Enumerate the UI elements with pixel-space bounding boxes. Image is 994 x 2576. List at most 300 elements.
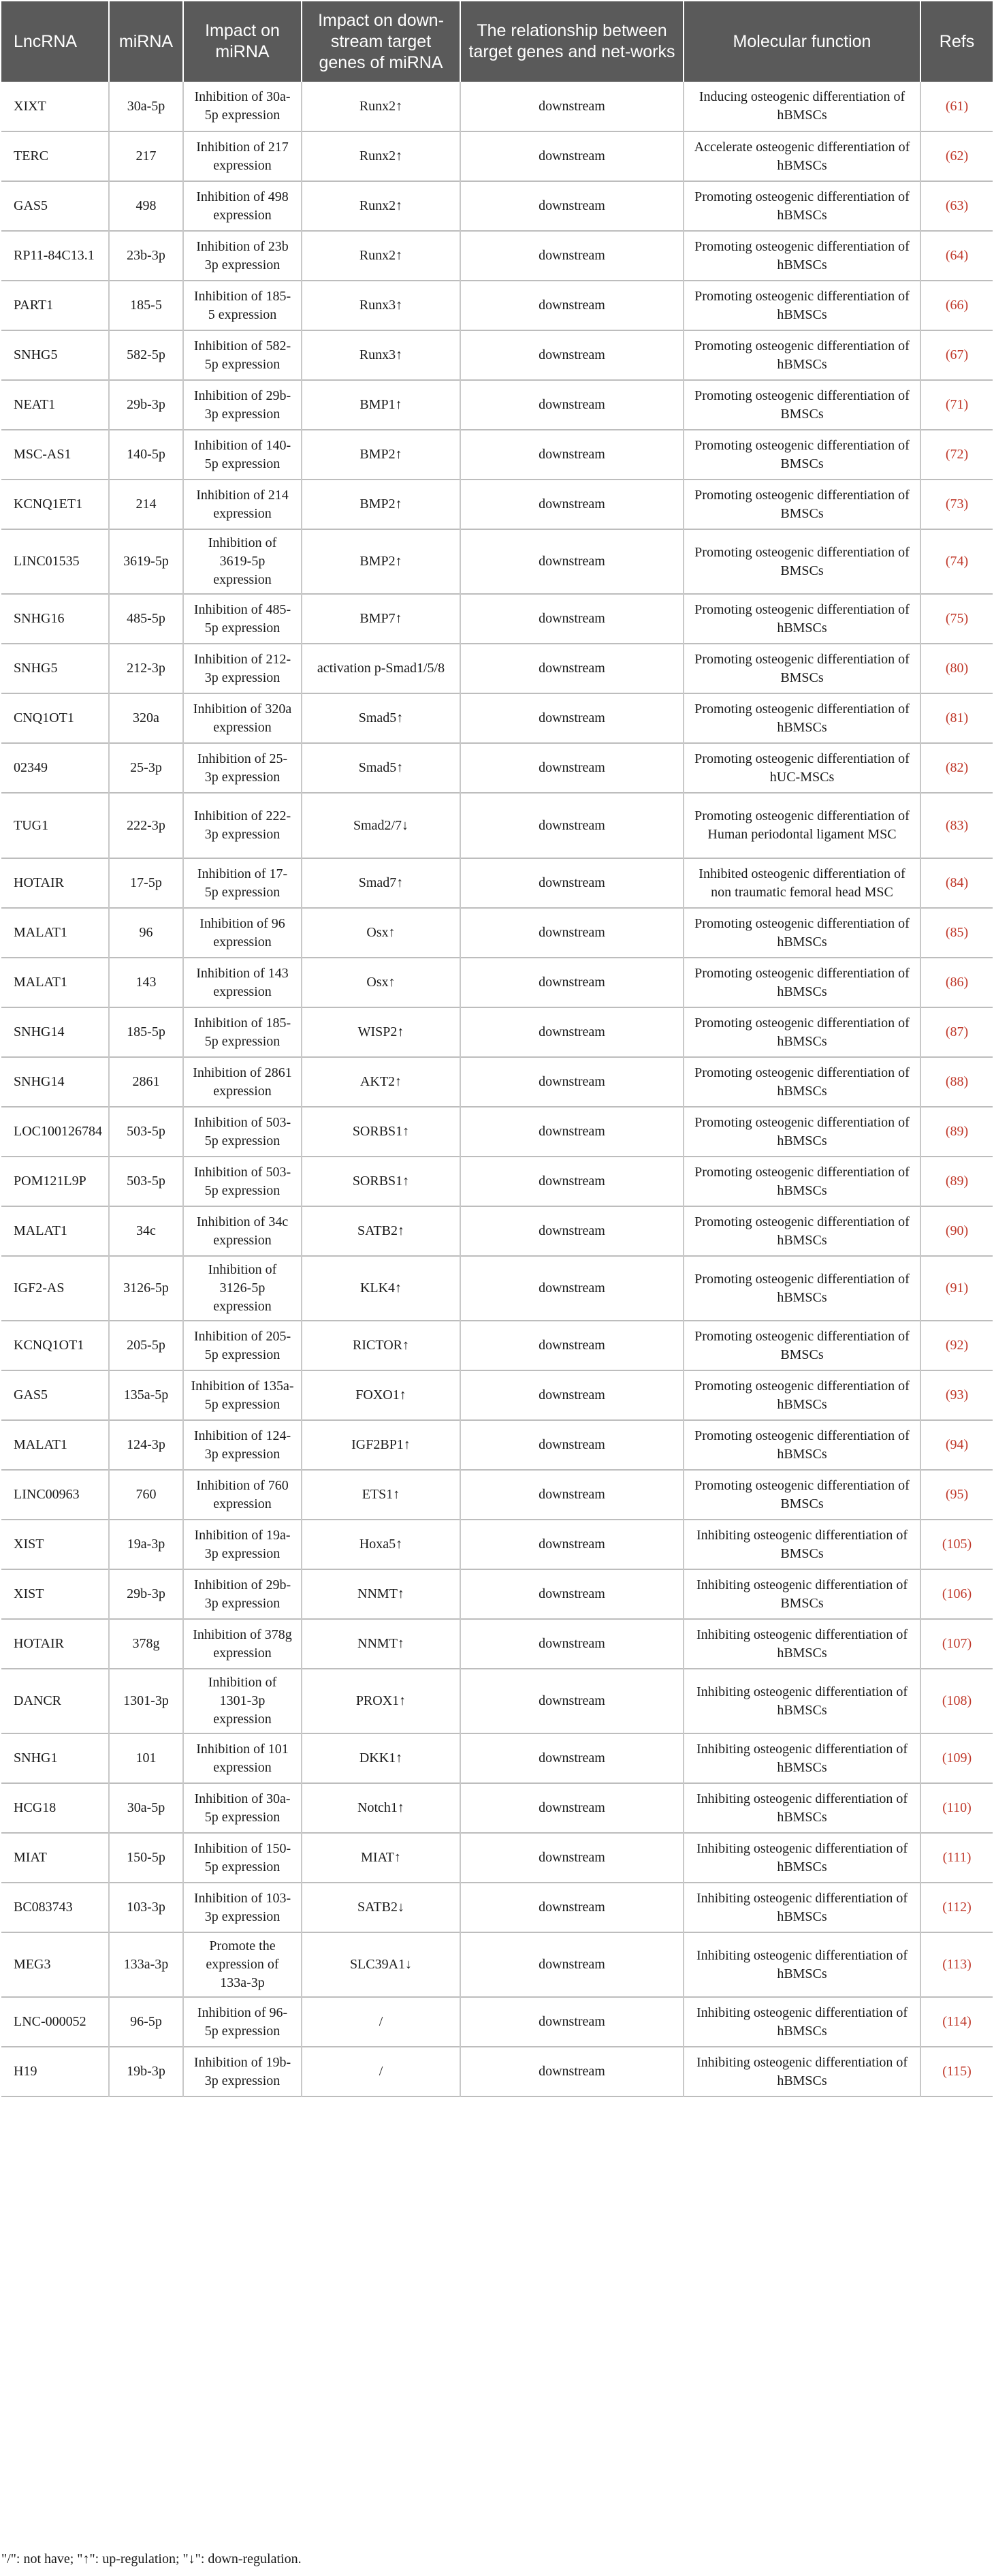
cell-target-genes: Osx↑ — [302, 958, 460, 1007]
table-row — [1, 1321, 993, 1370]
cell-molecular-function: Inhibiting osteogenic differentiation of hBMSCs — [684, 1932, 920, 1997]
cell-target-genes: BMP1↑ — [302, 380, 460, 430]
table-row — [1, 1669, 993, 1733]
cell-target-genes: Smad5↑ — [302, 743, 460, 793]
table-row — [1, 743, 993, 793]
cell-ref-link[interactable]: (114) — [920, 1997, 993, 2047]
cell-impact-on-mirna: Inhibition of 3619-5p expression — [183, 529, 302, 594]
cell-lncrna: XIXT — [14, 98, 46, 114]
cell-mirna: 185-5p — [109, 1007, 183, 1057]
cell-ref-link[interactable]: (61) — [920, 82, 993, 131]
cell-lncrna: CNQ1OT1 — [14, 710, 74, 725]
cell-mirna: 133a-3p — [109, 1932, 183, 1997]
cell-impact-on-mirna: Inhibition of 29b-3p expression — [183, 1569, 302, 1619]
cell-molecular-function: Inhibiting osteogenic differentiation of BMSCs — [684, 1569, 920, 1619]
cell-relationship: downstream — [460, 131, 684, 181]
cell-molecular-function: Promoting osteogenic differentiation of hBMSCs — [684, 181, 920, 231]
cell-molecular-function: Inhibiting osteogenic differentiation of hBMSCs — [684, 1783, 920, 1833]
cell-lncrna: POM121L9P — [14, 1174, 86, 1189]
cell-molecular-function: Inhibiting osteogenic differentiation of hBMSCs — [684, 1883, 920, 1932]
cell-ref-link[interactable]: (71) — [920, 380, 993, 430]
cell-relationship: downstream — [460, 1256, 684, 1321]
cell-relationship: downstream — [460, 793, 684, 858]
cell-impact-on-mirna: Inhibition of 103-3p expression — [183, 1883, 302, 1932]
cell-target-genes: SORBS1↑ — [302, 1157, 460, 1206]
cell-target-genes: BMP2↑ — [302, 480, 460, 529]
cell-ref-link[interactable]: (67) — [920, 330, 993, 380]
cell-molecular-function: Promoting osteogenic differentiation of hBMSCs — [684, 1057, 920, 1107]
cell-molecular-function: Promoting osteogenic differentiation of hBMSCs — [684, 908, 920, 958]
cell-impact-on-mirna: Inhibition of 1301-3p expression — [183, 1669, 302, 1733]
cell-lncrna: LOC100126784 — [14, 1124, 102, 1139]
header-impact-on-mirna: Impact on miRNA — [183, 1, 302, 82]
cell-lncrna: HOTAIR — [14, 1636, 64, 1651]
cell-relationship: downstream — [460, 1420, 684, 1470]
cell-lncrna: HCG18 — [14, 1800, 57, 1815]
cell-molecular-function: Promoting osteogenic differentiation of hBMSCs — [684, 1256, 920, 1321]
cell-target-genes: Runx2↑ — [302, 82, 460, 131]
cell-relationship: downstream — [460, 1520, 684, 1569]
cell-lncrna: MALAT1 — [14, 1437, 67, 1452]
cell-lncrna: KCNQ1ET1 — [14, 497, 83, 512]
cell-ref-link[interactable]: (95) — [920, 1470, 993, 1520]
cell-impact-on-mirna: Inhibition of 2861 expression — [183, 1057, 302, 1107]
cell-lncrna: DANCR — [14, 1693, 62, 1708]
cell-target-genes: SORBS1↑ — [302, 1107, 460, 1157]
cell-ref-link[interactable]: (89) — [920, 1107, 993, 1157]
cell-impact-on-mirna: Inhibition of 214 expression — [183, 480, 302, 529]
cell-impact-on-mirna: Inhibition of 19b-3p expression — [183, 2047, 302, 2096]
cell-target-genes: FOXO1↑ — [302, 1370, 460, 1420]
cell-lncrna: MALAT1 — [14, 975, 67, 990]
cell-ref-link[interactable]: (106) — [920, 1569, 993, 1619]
cell-mirna: 582-5p — [109, 330, 183, 380]
cell-impact-on-mirna: Inhibition of 30a-5p expression — [183, 82, 302, 131]
table-row — [1, 1107, 993, 1157]
table-row — [1, 1883, 993, 1932]
table-row — [1, 1569, 993, 1619]
cell-impact-on-mirna: Inhibition of 217 expression — [183, 131, 302, 181]
cell-molecular-function: Promoting osteogenic differentiation of hBMSCs — [684, 1007, 920, 1057]
cell-lncrna: MIAT — [14, 1850, 47, 1865]
cell-lncrna: HOTAIR — [14, 875, 64, 890]
cell-impact-on-mirna: Inhibition of 34c expression — [183, 1206, 302, 1256]
cell-ref-link[interactable]: (112) — [920, 1883, 993, 1932]
table-row — [1, 1256, 993, 1321]
cell-target-genes: Notch1↑ — [302, 1783, 460, 1833]
cell-target-genes: NNMT↑ — [302, 1619, 460, 1669]
cell-target-genes: MIAT↑ — [302, 1833, 460, 1883]
table-row — [1, 480, 993, 529]
cell-molecular-function: Promoting osteogenic differentiation of BMSCs — [684, 1321, 920, 1370]
cell-ref-link[interactable]: (87) — [920, 1007, 993, 1057]
cell-impact-on-mirna: Inhibition of 135a-5p expression — [183, 1370, 302, 1420]
cell-impact-on-mirna: Inhibition of 503-5p expression — [183, 1157, 302, 1206]
cell-lncrna: SNHG14 — [14, 1074, 65, 1089]
table-row — [1, 1007, 993, 1057]
cell-mirna: 34c — [109, 1206, 183, 1256]
cell-mirna: 485-5p — [109, 594, 183, 644]
cell-ref-link[interactable]: (93) — [920, 1370, 993, 1420]
cell-molecular-function: Inhibiting osteogenic differentiation of hBMSCs — [684, 1669, 920, 1733]
cell-ref-link[interactable]: (80) — [920, 644, 993, 693]
table-row — [1, 858, 993, 908]
lncrna-table — [1, 1, 993, 2097]
cell-impact-on-mirna: Inhibition of 140-5p expression — [183, 430, 302, 480]
table-row — [1, 82, 993, 131]
cell-mirna: 378g — [109, 1619, 183, 1669]
table-row — [1, 181, 993, 231]
cell-target-genes: DKK1↑ — [302, 1733, 460, 1783]
cell-molecular-function: Promoting osteogenic differentiation of BMSCs — [684, 430, 920, 480]
cell-relationship: downstream — [460, 644, 684, 693]
cell-impact-on-mirna: Inhibition of 17-5p expression — [183, 858, 302, 908]
cell-impact-on-mirna: Inhibition of 124-3p expression — [183, 1420, 302, 1470]
cell-target-genes: Runx2↑ — [302, 231, 460, 281]
table-row — [1, 330, 993, 380]
cell-relationship: downstream — [460, 1997, 684, 2047]
cell-ref-link[interactable]: (74) — [920, 529, 993, 594]
cell-mirna: 150-5p — [109, 1833, 183, 1883]
cell-lncrna: 02349 — [14, 760, 48, 775]
cell-relationship: downstream — [460, 231, 684, 281]
table-row — [1, 281, 993, 330]
cell-mirna: 140-5p — [109, 430, 183, 480]
table-row — [1, 1520, 993, 1569]
cell-ref-link[interactable]: (81) — [920, 693, 993, 743]
cell-target-genes: Runx2↑ — [302, 131, 460, 181]
cell-molecular-function: Promoting osteogenic differentiation of hBMSCs — [684, 330, 920, 380]
cell-target-genes: AKT2↑ — [302, 1057, 460, 1107]
table-row — [1, 1997, 993, 2047]
cell-impact-on-mirna: Inhibition of 185-5p expression — [183, 1007, 302, 1057]
cell-ref-link[interactable]: (105) — [920, 1520, 993, 1569]
cell-relationship: downstream — [460, 1569, 684, 1619]
cell-target-genes: Osx↑ — [302, 908, 460, 958]
cell-mirna: 124-3p — [109, 1420, 183, 1470]
cell-target-genes: Runx3↑ — [302, 330, 460, 380]
cell-mirna: 2861 — [109, 1057, 183, 1107]
header-impact-on-targets: Impact on down-stream target genes of miRNA — [302, 1, 460, 82]
cell-impact-on-mirna: Inhibition of 23b 3p expression — [183, 231, 302, 281]
cell-molecular-function: Promoting osteogenic differentiation of hBMSCs — [684, 1370, 920, 1420]
table-row — [1, 231, 993, 281]
cell-mirna: 25-3p — [109, 743, 183, 793]
cell-mirna: 503-5p — [109, 1107, 183, 1157]
cell-lncrna: BC083743 — [14, 1900, 73, 1915]
cell-relationship: downstream — [460, 1157, 684, 1206]
cell-target-genes: SATB2↓ — [302, 1883, 460, 1932]
cell-ref-link[interactable]: (108) — [920, 1669, 993, 1733]
cell-relationship: downstream — [460, 1783, 684, 1833]
cell-molecular-function: Promoting osteogenic differentiation of hBMSCs — [684, 958, 920, 1007]
cell-mirna: 29b-3p — [109, 1569, 183, 1619]
cell-relationship: downstream — [460, 330, 684, 380]
cell-ref-link[interactable]: (109) — [920, 1733, 993, 1783]
cell-ref-link[interactable]: (88) — [920, 1057, 993, 1107]
cell-relationship: downstream — [460, 2047, 684, 2096]
cell-mirna: 96-5p — [109, 1997, 183, 2047]
cell-molecular-function: Promoting osteogenic differentiation of hUC-MSCs — [684, 743, 920, 793]
cell-target-genes: PROX1↑ — [302, 1669, 460, 1733]
cell-lncrna: SNHG14 — [14, 1024, 65, 1039]
cell-impact-on-mirna: Inhibition of 185-5 expression — [183, 281, 302, 330]
cell-mirna: 760 — [109, 1470, 183, 1520]
header-row — [1, 1, 993, 82]
cell-mirna: 320a — [109, 693, 183, 743]
cell-relationship: downstream — [460, 858, 684, 908]
table-row — [1, 380, 993, 430]
table-header — [1, 1, 993, 82]
table-body — [1, 82, 993, 2096]
header-relationship: The relationship between target genes and net-works — [460, 1, 684, 82]
cell-ref-link[interactable]: (94) — [920, 1420, 993, 1470]
cell-molecular-function: Inhibited osteogenic differentiation of non traumatic femoral head MSC — [684, 858, 920, 908]
cell-lncrna: SNHG1 — [14, 1750, 58, 1765]
cell-impact-on-mirna: Inhibition of 150-5p expression — [183, 1833, 302, 1883]
cell-target-genes: KLK4↑ — [302, 1256, 460, 1321]
cell-relationship: downstream — [460, 380, 684, 430]
cell-mirna: 498 — [109, 181, 183, 231]
cell-lncrna: KCNQ1OT1 — [14, 1338, 84, 1353]
cell-impact-on-mirna: Inhibition of 96 expression — [183, 908, 302, 958]
table-row — [1, 131, 993, 181]
cell-impact-on-mirna: Inhibition of 19a-3p expression — [183, 1520, 302, 1569]
cell-molecular-function: Promoting osteogenic differentiation of hBMSCs — [684, 231, 920, 281]
cell-ref-link[interactable]: (113) — [920, 1932, 993, 1997]
cell-mirna: 143 — [109, 958, 183, 1007]
cell-mirna: 217 — [109, 131, 183, 181]
table-row — [1, 1932, 993, 1997]
cell-impact-on-mirna: Inhibition of 222-3p expression — [183, 793, 302, 858]
cell-target-genes: BMP2↑ — [302, 529, 460, 594]
cell-mirna: 19a-3p — [109, 1520, 183, 1569]
cell-mirna: 222-3p — [109, 793, 183, 858]
cell-relationship: downstream — [460, 743, 684, 793]
table-row — [1, 1619, 993, 1669]
cell-relationship: downstream — [460, 958, 684, 1007]
cell-lncrna: MSC-AS1 — [14, 447, 71, 462]
cell-lncrna: MEG3 — [14, 1957, 51, 1972]
cell-relationship: downstream — [460, 181, 684, 231]
cell-molecular-function: Promoting osteogenic differentiation of Human periodontal ligament MSC — [684, 793, 920, 858]
table-row — [1, 1157, 993, 1206]
cell-relationship: downstream — [460, 908, 684, 958]
cell-molecular-function: Inhibiting osteogenic differentiation of BMSCs — [684, 1520, 920, 1569]
cell-impact-on-mirna: Inhibition of 582-5p expression — [183, 330, 302, 380]
cell-relationship: downstream — [460, 480, 684, 529]
cell-impact-on-mirna: Inhibition of 29b-3p expression — [183, 380, 302, 430]
cell-target-genes: BMP2↑ — [302, 430, 460, 480]
cell-ref-link[interactable]: (92) — [920, 1321, 993, 1370]
cell-lncrna: SNHG5 — [14, 661, 58, 676]
table-footnote: "/": not have; "↑": up-regulation; "↓": down-regulation. — [1, 2551, 302, 2566]
cell-relationship: downstream — [460, 430, 684, 480]
cell-mirna: 96 — [109, 908, 183, 958]
cell-ref-link[interactable]: (110) — [920, 1783, 993, 1833]
cell-relationship: downstream — [460, 82, 684, 131]
table-row — [1, 1057, 993, 1107]
cell-impact-on-mirna: Inhibition of 96-5p expression — [183, 1997, 302, 2047]
cell-impact-on-mirna: Inhibition of 205-5p expression — [183, 1321, 302, 1370]
cell-molecular-function: Promoting osteogenic differentiation of BMSCs — [684, 380, 920, 430]
cell-lncrna: SNHG5 — [14, 347, 58, 362]
cell-mirna: 30a-5p — [109, 82, 183, 131]
cell-relationship: downstream — [460, 1619, 684, 1669]
cell-relationship: downstream — [460, 1370, 684, 1420]
cell-mirna: 185-5 — [109, 281, 183, 330]
cell-ref-link[interactable]: (107) — [920, 1619, 993, 1669]
header-molecular-function: Molecular function — [684, 1, 920, 82]
cell-target-genes: / — [302, 1997, 460, 2047]
cell-ref-link[interactable]: (64) — [920, 231, 993, 281]
cell-target-genes: Smad5↑ — [302, 693, 460, 743]
cell-molecular-function: Promoting osteogenic differentiation of BMSCs — [684, 1470, 920, 1520]
table-row — [1, 1206, 993, 1256]
cell-lncrna: TUG1 — [14, 817, 49, 833]
cell-lncrna: MALAT1 — [14, 925, 67, 940]
cell-ref-link[interactable]: (89) — [920, 1157, 993, 1206]
cell-mirna: 17-5p — [109, 858, 183, 908]
cell-mirna: 214 — [109, 480, 183, 529]
cell-molecular-function: Inhibiting osteogenic differentiation of hBMSCs — [684, 1619, 920, 1669]
cell-impact-on-mirna: Inhibition of 498 expression — [183, 181, 302, 231]
cell-ref-link[interactable]: (62) — [920, 131, 993, 181]
cell-relationship: downstream — [460, 1057, 684, 1107]
cell-mirna: 30a-5p — [109, 1783, 183, 1833]
cell-impact-on-mirna: Inhibition of 320a expression — [183, 693, 302, 743]
cell-target-genes: / — [302, 2047, 460, 2096]
cell-ref-link[interactable]: (91) — [920, 1256, 993, 1321]
table-row — [1, 2047, 993, 2096]
cell-relationship: downstream — [460, 594, 684, 644]
header-refs: Refs — [920, 1, 993, 82]
cell-ref-link[interactable]: (72) — [920, 430, 993, 480]
cell-molecular-function: Promoting osteogenic differentiation of BMSCs — [684, 644, 920, 693]
table-row — [1, 594, 993, 644]
cell-target-genes: Smad2/7↓ — [302, 793, 460, 858]
cell-mirna: 101 — [109, 1733, 183, 1783]
table-row — [1, 1833, 993, 1883]
cell-lncrna: XIST — [14, 1586, 44, 1601]
cell-ref-link[interactable]: (115) — [920, 2047, 993, 2096]
cell-molecular-function: Promoting osteogenic differentiation of BMSCs — [684, 529, 920, 594]
cell-ref-link[interactable]: (66) — [920, 281, 993, 330]
cell-lncrna: MALAT1 — [14, 1223, 67, 1238]
cell-molecular-function: Promoting osteogenic differentiation of hBMSCs — [684, 281, 920, 330]
cell-impact-on-mirna: Inhibition of 101 expression — [183, 1733, 302, 1783]
cell-impact-on-mirna: Inhibition of 760 expression — [183, 1470, 302, 1520]
cell-ref-link[interactable]: (63) — [920, 181, 993, 231]
cell-impact-on-mirna: Inhibition of 30a-5p expression — [183, 1783, 302, 1833]
cell-ref-link[interactable]: (86) — [920, 958, 993, 1007]
cell-impact-on-mirna: Inhibition of 143 expression — [183, 958, 302, 1007]
cell-molecular-function: Inhibiting osteogenic differentiation of hBMSCs — [684, 1997, 920, 2047]
cell-mirna: 23b-3p — [109, 231, 183, 281]
cell-relationship: downstream — [460, 1932, 684, 1997]
cell-impact-on-mirna: Inhibition of 25-3p expression — [183, 743, 302, 793]
cell-molecular-function: Inhibiting osteogenic differentiation of hBMSCs — [684, 1733, 920, 1783]
cell-lncrna: GAS5 — [14, 198, 48, 213]
cell-impact-on-mirna: Inhibition of 212-3p expression — [183, 644, 302, 693]
cell-mirna: 503-5p — [109, 1157, 183, 1206]
cell-lncrna: H19 — [14, 2064, 37, 2079]
cell-molecular-function: Promoting osteogenic differentiation of hBMSCs — [684, 1420, 920, 1470]
cell-target-genes: RICTOR↑ — [302, 1321, 460, 1370]
cell-lncrna: LINC01535 — [14, 554, 80, 569]
table-row — [1, 1733, 993, 1783]
cell-target-genes: BMP7↑ — [302, 594, 460, 644]
cell-molecular-function: Promoting osteogenic differentiation of hBMSCs — [684, 1157, 920, 1206]
table-row — [1, 1420, 993, 1470]
table-row — [1, 1783, 993, 1833]
cell-ref-link[interactable]: (90) — [920, 1206, 993, 1256]
cell-ref-link[interactable]: (85) — [920, 908, 993, 958]
cell-mirna: 212-3p — [109, 644, 183, 693]
header-lncrna: LncRNA — [1, 1, 109, 82]
cell-relationship: downstream — [460, 1007, 684, 1057]
cell-relationship: downstream — [460, 1470, 684, 1520]
cell-ref-link[interactable]: (84) — [920, 858, 993, 908]
cell-target-genes: ETS1↑ — [302, 1470, 460, 1520]
cell-mirna: 29b-3p — [109, 380, 183, 430]
cell-lncrna: TERC — [14, 148, 49, 163]
cell-mirna: 135a-5p — [109, 1370, 183, 1420]
cell-ref-link[interactable]: (83) — [920, 793, 993, 858]
cell-lncrna: SNHG16 — [14, 611, 65, 626]
cell-molecular-function: Promoting osteogenic differentiation of hBMSCs — [684, 1107, 920, 1157]
cell-relationship: downstream — [460, 1833, 684, 1883]
cell-target-genes: WISP2↑ — [302, 1007, 460, 1057]
cell-molecular-function: Inhibiting osteogenic differentiation of hBMSCs — [684, 2047, 920, 2096]
cell-molecular-function: Promoting osteogenic differentiation of hBMSCs — [684, 594, 920, 644]
cell-relationship: downstream — [460, 281, 684, 330]
cell-mirna: 103-3p — [109, 1883, 183, 1932]
cell-relationship: downstream — [460, 1321, 684, 1370]
cell-relationship: downstream — [460, 1733, 684, 1783]
cell-lncrna: XIST — [14, 1537, 44, 1552]
cell-ref-link[interactable]: (75) — [920, 594, 993, 644]
cell-mirna: 3126-5p — [109, 1256, 183, 1321]
cell-target-genes: Runx2↑ — [302, 181, 460, 231]
cell-ref-link[interactable]: (82) — [920, 743, 993, 793]
table-row — [1, 793, 993, 858]
cell-lncrna: IGF2-AS — [14, 1281, 65, 1295]
table-row — [1, 958, 993, 1007]
table-row — [1, 430, 993, 480]
cell-molecular-function: Promoting osteogenic differentiation of hBMSCs — [684, 693, 920, 743]
cell-ref-link[interactable]: (111) — [920, 1833, 993, 1883]
cell-lncrna: NEAT1 — [14, 397, 56, 412]
cell-relationship: downstream — [460, 1669, 684, 1733]
cell-relationship: downstream — [460, 1206, 684, 1256]
table-row — [1, 1370, 993, 1420]
table-row — [1, 644, 993, 693]
cell-lncrna: LNC-000052 — [14, 2014, 86, 2029]
cell-target-genes: activation p-Smad1/5/8 — [302, 644, 460, 693]
cell-impact-on-mirna: Inhibition of 378g expression — [183, 1619, 302, 1669]
cell-molecular-function: Promoting osteogenic differentiation of BMSCs — [684, 480, 920, 529]
cell-target-genes: NNMT↑ — [302, 1569, 460, 1619]
cell-lncrna: LINC00963 — [14, 1487, 80, 1502]
cell-target-genes: SATB2↑ — [302, 1206, 460, 1256]
cell-lncrna: PART1 — [14, 298, 54, 313]
cell-molecular-function: Accelerate osteogenic differentiation of hBMSCs — [684, 131, 920, 181]
cell-impact-on-mirna: Inhibition of 503-5p expression — [183, 1107, 302, 1157]
cell-molecular-function: Inducing osteogenic differentiation of hBMSCs — [684, 82, 920, 131]
cell-ref-link[interactable]: (73) — [920, 480, 993, 529]
table-row — [1, 908, 993, 958]
